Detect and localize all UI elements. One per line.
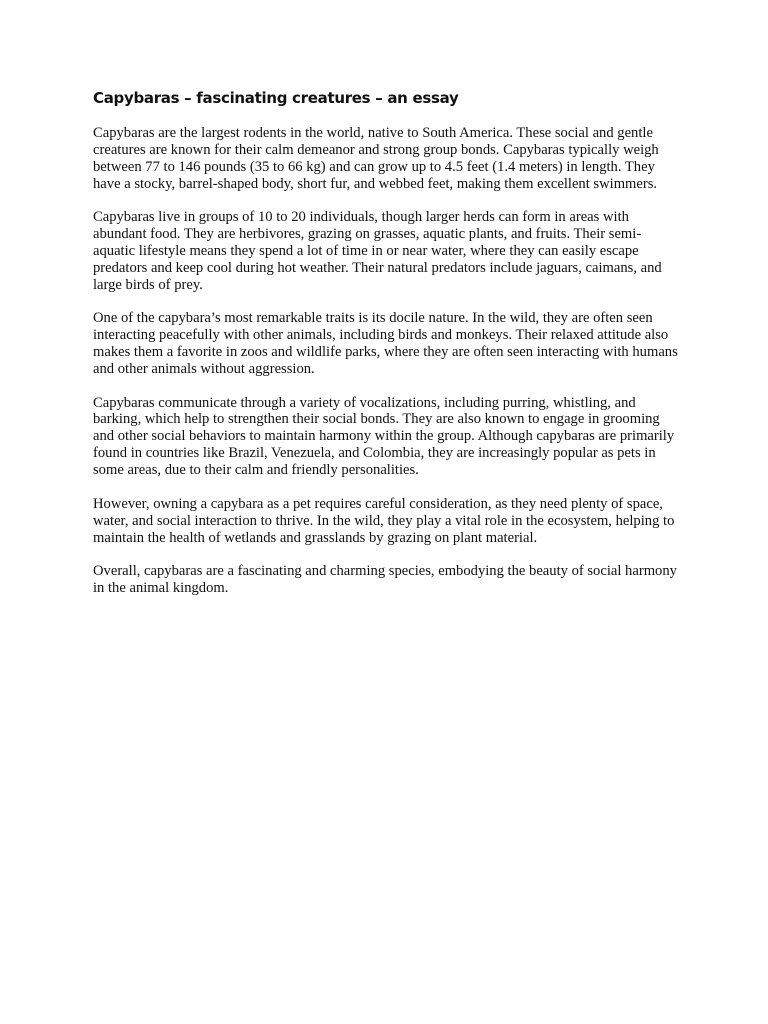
paragraph-4: Capybaras communicate through a variety of vocalizations, including purring, whistling, and barking, which help to strengthen their social bonds. They are also known to engage in grooming and other social behaviors to maintain harmony within the group. Although capybaras are primarily found in countries like Brazil, Venezuela, and Colombia, they are increasingly popular as pets in some areas, due to their calm and friendly personalities. [93, 394, 675, 479]
document-title: Capybaras – fascinating creatures – an essay [93, 89, 459, 107]
paragraph-5: However, owning a capybara as a pet requires careful consideration, as they need plenty of space, water, and social interaction to thrive. In the wild, they play a vital role in the ecosystem, helping to maintain the health of wetlands and grasslands by grazing on plant material. [93, 495, 675, 546]
document-body [93, 88, 679, 613]
paragraph-6: Overall, capybaras are a fascinating and charming species, embodying the beauty of social harmony in the animal kingdom. [93, 563, 677, 596]
paragraph-1: Capybaras are the largest rodents in the world, native to South America. These social and gentle creatures are known for their calm demeanor and strong group bonds. Capybaras typically weigh between 77 to 146 pounds (35 to 66 kg) and can grow up to 4.5 feet (1.4 meters) in length. They have a stocky, barrel-shaped body, short fur, and webbed feet, making them excellent swimmers. [93, 125, 659, 192]
paragraph-3: One of the capybara’s most remarkable traits is its docile nature. In the wild, they are often seen interacting peacefully with other animals, including birds and monkeys. Their relaxed attitude also makes them a favorite in zoos and wildlife parks, where they are often seen interacting with humans and other animals without aggression. [93, 310, 678, 378]
paragraph-2: Capybaras live in groups of 10 to 20 individuals, though larger herds can form in areas with abundant food. They are herbivores, grazing on grasses, aquatic plants, and fruits. Their semi-aquatic lifestyle means they spend a lot of time in or near water, where they can easily escape predators and keep cool during hot weather. Their natural predators include jaguars, caimans, and large birds of prey. [93, 209, 662, 293]
